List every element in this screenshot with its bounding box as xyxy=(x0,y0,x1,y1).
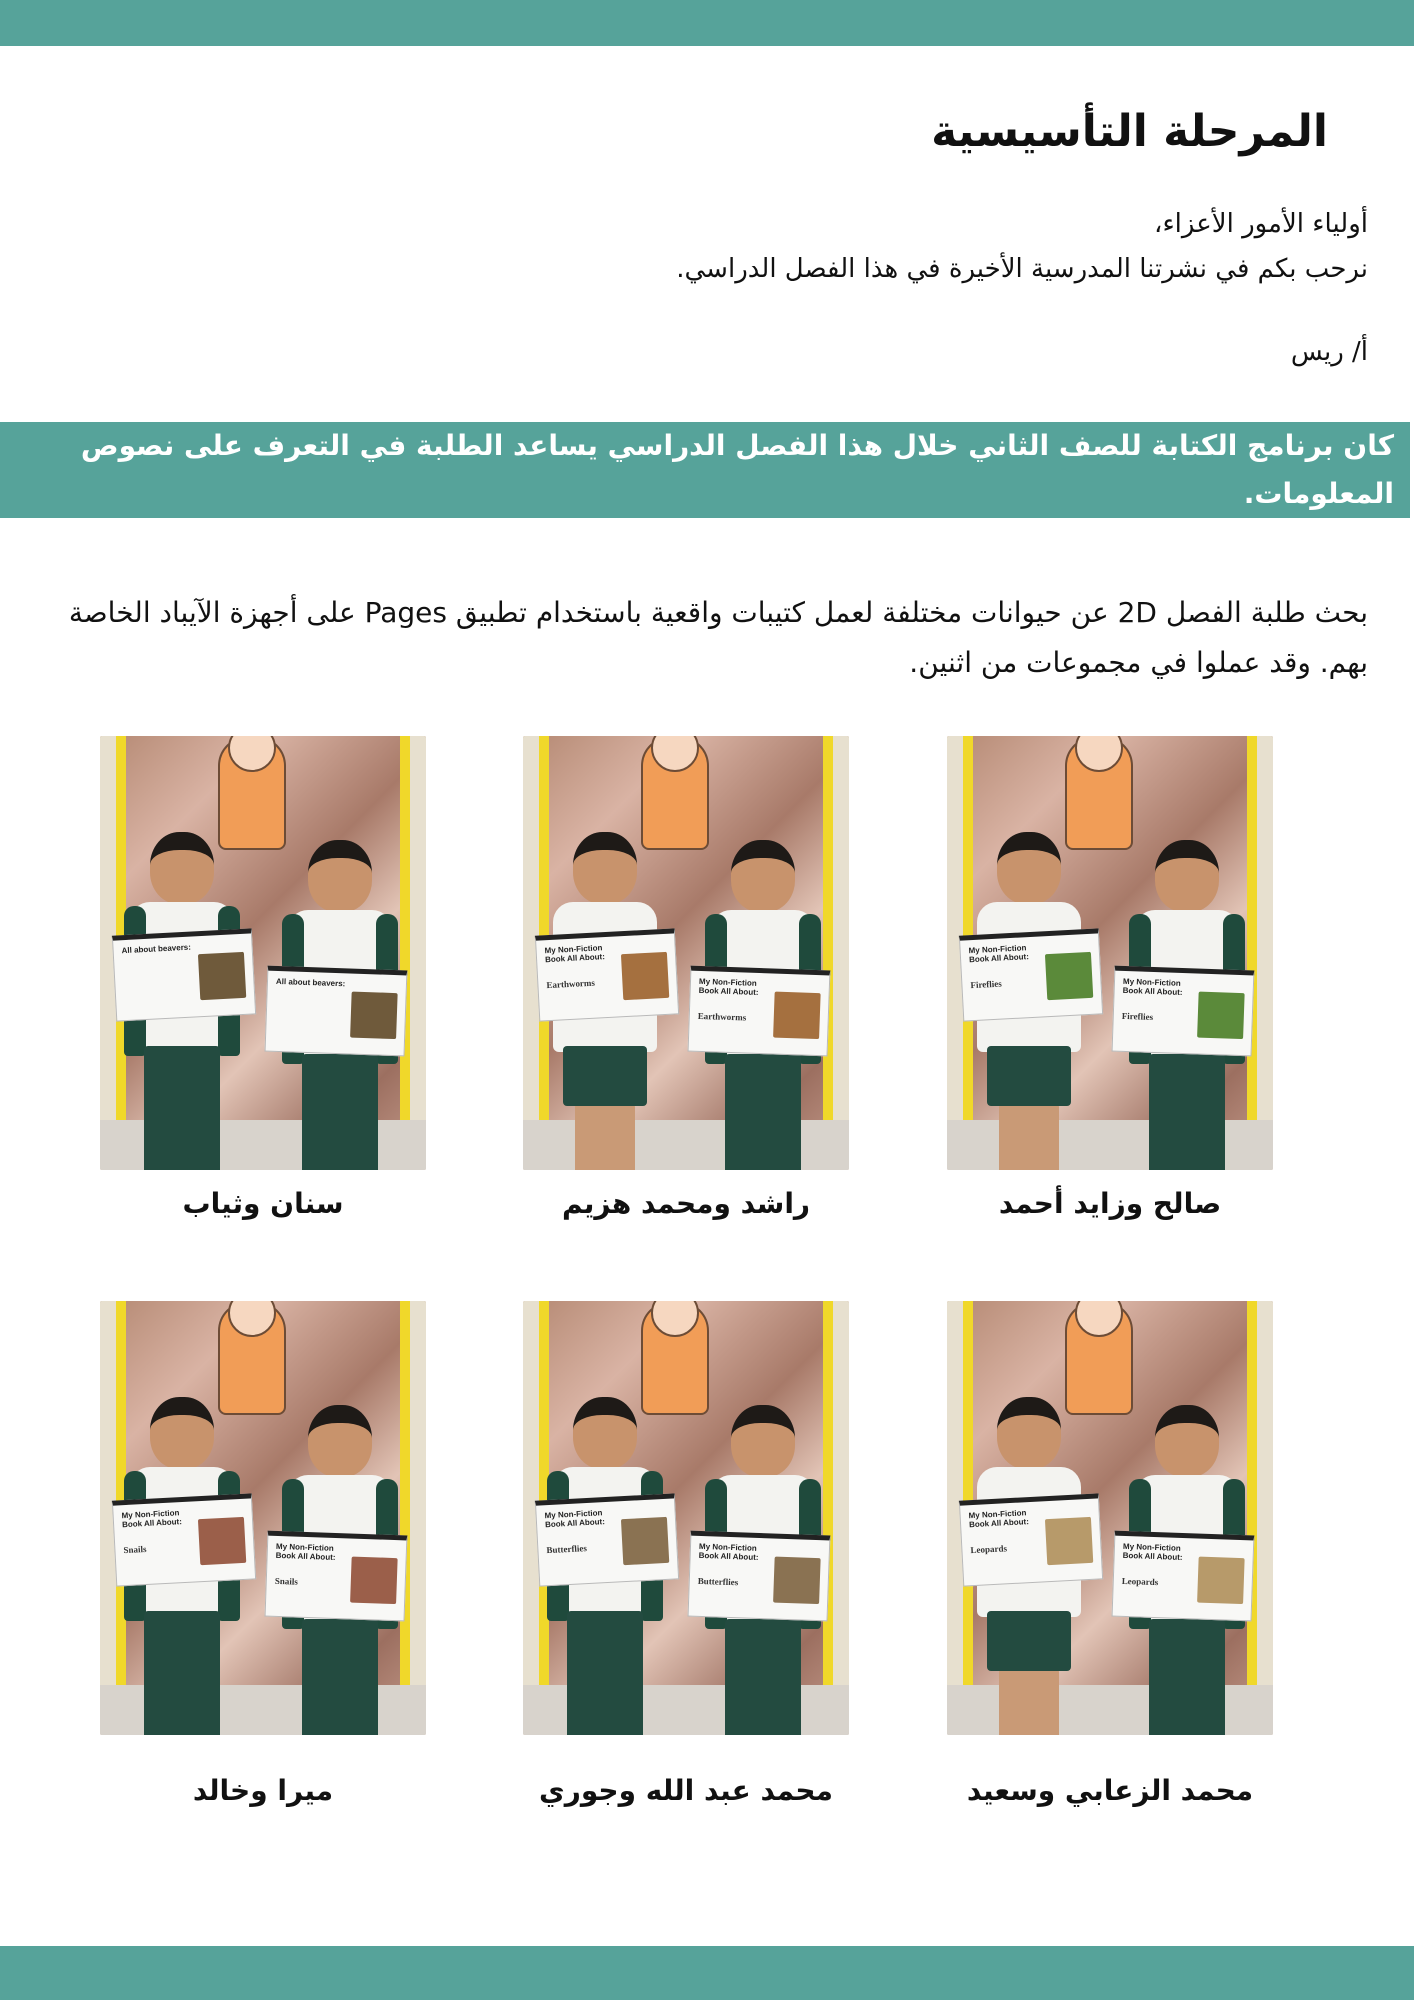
book-animal-photo xyxy=(1197,992,1245,1040)
book-left xyxy=(959,1493,1103,1586)
book-cover-title: All about beavers: xyxy=(275,976,346,989)
student-head xyxy=(997,832,1061,904)
photo-caption: محمد الزعابي وسعيد xyxy=(966,1774,1254,1807)
student-photo xyxy=(947,736,1273,1170)
photo-caption: ميرا وخالد xyxy=(192,1774,334,1807)
book-animal-photo xyxy=(773,992,821,1040)
book-left xyxy=(535,1493,679,1586)
book-animal-label: Butterflies xyxy=(546,1543,588,1556)
book-animal-photo xyxy=(1197,1557,1245,1605)
book-right xyxy=(1112,1531,1255,1622)
book-right xyxy=(688,966,831,1057)
student-legs xyxy=(575,1104,635,1170)
door-frame xyxy=(410,736,426,1170)
welcome-line: نرحب بكم في نشرتنا المدرسية الأخيرة في هذا الفصل الدراسي. xyxy=(676,254,1368,284)
book-animal-label: Fireflies xyxy=(970,978,1002,991)
book-cover-title: My Non-Fiction Book All About: xyxy=(698,1541,759,1562)
book-animal-photo xyxy=(621,1517,669,1565)
student-shorts xyxy=(987,1611,1071,1671)
student-trousers xyxy=(1149,1054,1225,1170)
student-legs xyxy=(999,1104,1059,1170)
student-shorts xyxy=(563,1046,647,1106)
yellow-border xyxy=(400,1301,410,1735)
book-animal-photo xyxy=(1045,1517,1093,1565)
student-photo xyxy=(523,736,849,1170)
book-animal-label: Fireflies xyxy=(1121,1010,1154,1022)
book-animal-photo xyxy=(198,952,246,1000)
book-cover-title: My Non-Fiction Book All About: xyxy=(544,1508,606,1530)
book-cover-title: My Non-Fiction Book All About: xyxy=(968,943,1030,965)
student-trousers xyxy=(144,1611,220,1735)
student-photo xyxy=(523,1301,849,1735)
book-animal-photo xyxy=(198,1517,246,1565)
book-animal-photo xyxy=(1045,952,1093,1000)
photo-caption: سنان وثياب xyxy=(182,1187,344,1220)
student-head xyxy=(731,1405,795,1477)
yellow-border xyxy=(1247,1301,1257,1735)
signature-line: أ/ ريس xyxy=(1290,337,1368,367)
student-photo xyxy=(100,1301,426,1735)
book-cover-title: My Non-Fiction Book All About: xyxy=(1122,976,1183,997)
book-animal-label: Butterflies xyxy=(697,1575,739,1588)
student-trousers xyxy=(302,1619,378,1735)
bottom-accent-band xyxy=(0,1946,1414,2000)
photo-caption: راشد ومحمد هزيم xyxy=(561,1187,811,1220)
book-animal-label: Earthworms xyxy=(697,1010,747,1023)
student-trousers xyxy=(1149,1619,1225,1735)
book-animal-photo xyxy=(621,952,669,1000)
book-left xyxy=(112,928,256,1021)
student-head xyxy=(308,1405,372,1477)
student-shorts xyxy=(987,1046,1071,1106)
book-animal-label: Earthworms xyxy=(546,977,596,991)
book-cover-title: My Non-Fiction Book All About: xyxy=(968,1508,1030,1530)
student-trousers xyxy=(725,1619,801,1735)
yellow-border xyxy=(1247,736,1257,1170)
student-trousers xyxy=(725,1054,801,1170)
book-right xyxy=(688,1531,831,1622)
book-cover-title: My Non-Fiction Book All About: xyxy=(698,976,759,997)
book-animal-label: Leopards xyxy=(970,1543,1008,1556)
student-photo xyxy=(100,736,426,1170)
book-cover-title: All about beavers: xyxy=(121,942,192,956)
student-trousers xyxy=(302,1054,378,1170)
book-right xyxy=(1112,966,1255,1057)
photo-caption: صالح وزايد أحمد xyxy=(998,1187,1222,1220)
top-accent-band xyxy=(0,0,1414,46)
book-animal-photo xyxy=(350,1557,398,1605)
door-frame xyxy=(1257,1301,1273,1735)
door-frame xyxy=(410,1301,426,1735)
student-head xyxy=(150,1397,214,1469)
book-left xyxy=(535,928,679,1021)
highlight-banner: كان برنامج الكتابة للصف الثاني خلال هذا الفصل الدراسي يساعد الطلبة في التعرف على نصوص المعلومات. xyxy=(0,422,1410,518)
student-head xyxy=(573,832,637,904)
book-left xyxy=(112,1493,256,1586)
student-head xyxy=(1155,1405,1219,1477)
student-trousers xyxy=(567,1611,643,1735)
book-right xyxy=(265,1531,408,1622)
door-frame xyxy=(833,736,849,1170)
book-left xyxy=(959,928,1103,1021)
book-cover-title: My Non-Fiction Book All About: xyxy=(275,1541,336,1562)
book-cover-title: My Non-Fiction Book All About: xyxy=(121,1508,183,1530)
door-frame xyxy=(1257,736,1273,1170)
student-photo xyxy=(947,1301,1273,1735)
student-head xyxy=(731,840,795,912)
page-title: المرحلة التأسيسية xyxy=(931,106,1328,157)
yellow-border xyxy=(400,736,410,1170)
student-head xyxy=(308,840,372,912)
student-head xyxy=(997,1397,1061,1469)
book-cover-title: My Non-Fiction Book All About: xyxy=(1122,1541,1183,1562)
student-legs xyxy=(999,1669,1059,1735)
book-cover-title: My Non-Fiction Book All About: xyxy=(544,943,606,965)
student-head xyxy=(1155,840,1219,912)
photo-caption: محمد عبد الله وجوري xyxy=(539,1774,833,1807)
body-paragraph: بحث طلبة الفصل 2D عن حيوانات مختلفة لعمل كتيبات واقعية باستخدام تطبيق Pages على أجهزة الآيباد الخاصة بهم. وقد عملوا في مجموعات من اثنين. xyxy=(68,596,1368,679)
student-head xyxy=(573,1397,637,1469)
yellow-border xyxy=(823,1301,833,1735)
book-animal-label: Leopards xyxy=(1121,1575,1159,1588)
book-animal-label: Snails xyxy=(274,1575,298,1587)
student-head xyxy=(150,832,214,904)
yellow-border xyxy=(823,736,833,1170)
door-frame xyxy=(833,1301,849,1735)
book-animal-photo xyxy=(350,992,398,1040)
student-trousers xyxy=(144,1046,220,1170)
book-right xyxy=(265,966,408,1057)
book-animal-label: Snails xyxy=(123,1543,147,1556)
intro-block xyxy=(676,202,1368,292)
book-animal-photo xyxy=(773,1557,821,1605)
greeting-line: أولياء الأمور الأعزاء، xyxy=(1154,209,1368,239)
